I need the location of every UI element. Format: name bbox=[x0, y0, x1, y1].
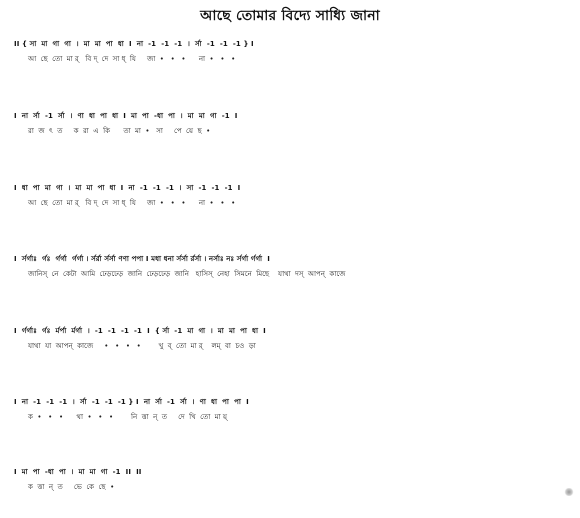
notation-line: I না -1 -1 -1 । র্সা -1 -1 -1 } I না র্সা -1 র্সা । ণা ধা পা পা I bbox=[14, 398, 249, 406]
notation-block-7 bbox=[14, 464, 570, 494]
notation-line: I ধা পা মা গা । মা মা পা ধা I না -1 -1 -1 । সা -1 -1 -1 I bbox=[14, 184, 241, 192]
notation-block-3 bbox=[14, 180, 570, 210]
notation-line: I র্গর্গাঃ র্গঃ র্মর্পা র্মর্গা । -1 -1 -1 -1 I { র্সা -1 মা গা । মা মা পা ধা I bbox=[14, 327, 266, 335]
notation-block-2 bbox=[14, 108, 570, 138]
notation-block-4 bbox=[14, 251, 570, 281]
notation-line: I মা পা -ধা পা । মা মা গা -1 II II bbox=[14, 468, 142, 476]
lyrics-line: ক • • • থা • • • নি ত্তা ন্ ত দে খি তো মা য়্ bbox=[28, 413, 227, 421]
notation-block-1 bbox=[14, 36, 570, 66]
notation-line: I র্সর্গাঃ র্গঃ র্গর্গা র্গর্গা । র্সর্রা র্সর্সা ণণা পপা I মধা ধনা র্সর্সা র্রর্সা । নর্সাঃ নঃ র্সর্গা র্গর্গা I bbox=[14, 255, 270, 263]
scan-smudge bbox=[564, 488, 574, 496]
lyrics-line: আ ছে তো মা র্ বি দ্ দে সা ধ্ যি জা • • • না • • • bbox=[28, 199, 236, 207]
notation-block-5 bbox=[14, 323, 570, 353]
lyrics-line: আ ছে তো মা র্ বি দ্ দে সা ধ্ যি জা • • • না • • • bbox=[28, 55, 236, 63]
lyrics-line: রা জ ৎ ত ক রা এ কি তা মা • সা পে য়ে ছ • bbox=[28, 127, 211, 135]
lyrics-line: ক ত্তা ন্ ত ভে কে ছে • bbox=[28, 483, 115, 491]
song-title: আছে তোমার বিদ্যে সাধ্যি জানা bbox=[200, 8, 380, 24]
notation-block-6 bbox=[14, 394, 570, 424]
notation-line: I না র্সা -1 র্সা । ণা ধা পা ধা I মা পা -ধা পা । মা মা গা -1 I bbox=[14, 112, 238, 120]
lyrics-line: যাথা যা আপন্ কাজে • • • • খু ব্ তো মা র্ লম্ বা চও ড়া bbox=[28, 342, 256, 350]
notation-line: II { সা মা গা গা । মা মা পা ধা I না -1 -1 -1 । র্সা -1 -1 -1 } I bbox=[14, 40, 254, 48]
lyrics-line: জানিস্ নে কেটা আমি ঢেড়ঢেড় জানি ঢেড়ঢেড় জানি হাসিস্ নেহা সিমনে মিছে যাথা দস্ আপন্ কাজে bbox=[28, 270, 346, 278]
